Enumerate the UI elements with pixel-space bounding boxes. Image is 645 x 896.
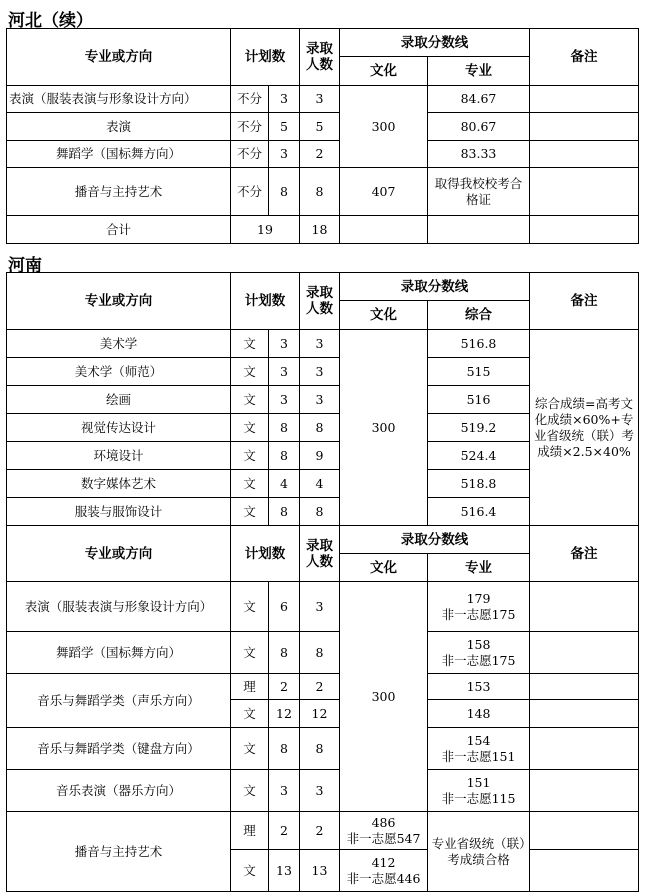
comprehensive-score: 515 <box>428 358 530 386</box>
subject-type: 文 <box>231 700 269 728</box>
score-main: 412 <box>371 854 396 870</box>
subject-type: 不分 <box>231 113 269 141</box>
professional-score <box>428 632 530 674</box>
table-row <box>7 113 639 141</box>
subject-type: 文 <box>231 582 269 632</box>
comprehensive-score: 519.2 <box>428 414 530 442</box>
major-name: 数字媒体艺术 <box>7 470 231 498</box>
header-culture: 文化 <box>340 301 428 330</box>
total-admit: 18 <box>300 216 340 244</box>
remark-cell <box>530 141 639 168</box>
score-secondary: 非一志愿175 <box>441 652 516 668</box>
subject-type: 文 <box>231 358 269 386</box>
professional-score: 取得我校校考合格证 <box>428 168 530 216</box>
major-name: 表演（服装表演与形象设计方向） <box>7 582 231 632</box>
major-name: 表演（服装表演与形象设计方向） <box>7 86 231 113</box>
plan-count: 8 <box>269 168 300 216</box>
subject-type: 文 <box>231 770 269 812</box>
remark-cell <box>530 728 639 770</box>
subject-type: 理 <box>231 674 269 700</box>
subject-type: 文 <box>231 330 269 358</box>
table-row <box>7 582 639 632</box>
header-comprehensive: 综合 <box>428 301 530 330</box>
plan-count: 8 <box>269 632 300 674</box>
culture-score <box>340 850 428 892</box>
remark-cell <box>530 850 639 892</box>
major-name: 服装与服饰设计 <box>7 498 231 526</box>
major-name: 环境设计 <box>7 442 231 470</box>
professional-score: 83.33 <box>428 141 530 168</box>
table-row <box>7 141 639 168</box>
subject-type: 文 <box>231 728 269 770</box>
score-main: 179 <box>466 590 491 606</box>
major-name: 音乐与舞蹈学类（键盘方向） <box>7 728 231 770</box>
major-name: 舞蹈学（国标舞方向） <box>7 632 231 674</box>
plan-count: 3 <box>269 86 300 113</box>
subject-type: 文 <box>231 850 269 892</box>
admit-count: 4 <box>300 470 340 498</box>
subject-type: 理 <box>231 812 269 850</box>
culture-score: 300 <box>340 86 428 168</box>
total-label: 合计 <box>7 216 231 244</box>
table-row <box>7 674 639 700</box>
score-secondary: 非一志愿175 <box>441 606 516 622</box>
plan-count: 3 <box>269 770 300 812</box>
header-admit: 录取人数 <box>300 273 340 330</box>
subject-type: 文 <box>231 632 269 674</box>
subject-type: 文 <box>231 470 269 498</box>
header-culture: 文化 <box>340 554 428 582</box>
score-secondary: 非一志愿151 <box>441 748 516 764</box>
remark-cell <box>530 216 639 244</box>
professional-score: 148 <box>428 700 530 728</box>
comprehensive-score: 518.8 <box>428 470 530 498</box>
score-secondary: 非一志愿547 <box>346 830 421 846</box>
major-name: 美术学（师范） <box>7 358 231 386</box>
major-name: 音乐表演（器乐方向） <box>7 770 231 812</box>
subject-type: 文 <box>231 442 269 470</box>
admit-count: 3 <box>300 86 340 113</box>
admit-count: 3 <box>300 330 340 358</box>
professional-score: 专业省级统（联）考成绩合格 <box>428 812 530 892</box>
table-row <box>7 168 639 216</box>
plan-count: 8 <box>269 728 300 770</box>
header-remark: 备注 <box>530 526 639 582</box>
major-name: 表演 <box>7 113 231 141</box>
major-name: 视觉传达设计 <box>7 414 231 442</box>
remark-cell <box>530 812 639 850</box>
header-professional: 专业 <box>428 57 530 86</box>
plan-count: 8 <box>269 498 300 526</box>
admit-count: 9 <box>300 442 340 470</box>
henan-table <box>6 272 639 892</box>
admit-count: 2 <box>300 812 340 850</box>
remark-cell <box>530 674 639 700</box>
remark-cell <box>530 168 639 216</box>
major-name: 音乐与舞蹈学类（声乐方向） <box>7 674 231 728</box>
major-name: 播音与主持艺术 <box>7 812 231 892</box>
culture-score: 300 <box>340 582 428 812</box>
admit-count: 8 <box>300 414 340 442</box>
culture-score <box>340 216 428 244</box>
header-remark: 备注 <box>530 29 639 86</box>
subject-type: 文 <box>231 386 269 414</box>
table-row <box>7 330 639 358</box>
total-plan: 19 <box>231 216 300 244</box>
header-plan: 计划数 <box>231 526 300 582</box>
score-main: 486 <box>371 814 396 830</box>
comprehensive-score: 516 <box>428 386 530 414</box>
plan-count: 4 <box>269 470 300 498</box>
remark-cell: 综合成绩=高考文化成绩×60%+专业省级统（联）考成绩×2.5×40% <box>530 330 639 526</box>
plan-count: 12 <box>269 700 300 728</box>
admit-count: 3 <box>300 358 340 386</box>
professional-score <box>428 216 530 244</box>
remark-cell <box>530 86 639 113</box>
plan-count: 6 <box>269 582 300 632</box>
header-remark: 备注 <box>530 273 639 330</box>
professional-score <box>428 728 530 770</box>
comprehensive-score: 524.4 <box>428 442 530 470</box>
admit-count: 8 <box>300 728 340 770</box>
header-score-line: 录取分数线 <box>340 29 530 57</box>
plan-count: 5 <box>269 113 300 141</box>
major-name: 播音与主持艺术 <box>7 168 231 216</box>
admit-count: 2 <box>300 674 340 700</box>
score-secondary: 非一志愿446 <box>346 870 421 886</box>
admit-count: 8 <box>300 498 340 526</box>
header-plan: 计划数 <box>231 29 300 86</box>
plan-count: 3 <box>269 141 300 168</box>
subject-type: 不分 <box>231 141 269 168</box>
professional-score <box>428 582 530 632</box>
score-main: 151 <box>466 774 491 790</box>
professional-score <box>428 770 530 812</box>
culture-score: 300 <box>340 330 428 526</box>
header-admit: 录取人数 <box>300 526 340 582</box>
table-row <box>7 86 639 113</box>
subject-type: 不分 <box>231 86 269 113</box>
table-row <box>7 728 639 770</box>
table-row <box>7 770 639 812</box>
plan-count: 2 <box>269 674 300 700</box>
header-score-line: 录取分数线 <box>340 526 530 554</box>
plan-count: 13 <box>269 850 300 892</box>
header-professional: 专业 <box>428 554 530 582</box>
section-title-henan: 河南 <box>8 256 42 276</box>
header-major: 专业或方向 <box>7 526 231 582</box>
plan-count: 3 <box>269 330 300 358</box>
header-major: 专业或方向 <box>7 29 231 86</box>
culture-score: 407 <box>340 168 428 216</box>
subject-type: 文 <box>231 498 269 526</box>
plan-count: 3 <box>269 358 300 386</box>
plan-count: 2 <box>269 812 300 850</box>
header-score-line: 录取分数线 <box>340 273 530 301</box>
section-title-hebei: 河北（续） <box>8 11 93 31</box>
admit-count: 2 <box>300 141 340 168</box>
remark-cell <box>530 770 639 812</box>
professional-score: 84.67 <box>428 86 530 113</box>
remark-cell <box>530 632 639 674</box>
subject-type: 不分 <box>231 168 269 216</box>
subject-type: 文 <box>231 414 269 442</box>
remark-cell <box>530 582 639 632</box>
header-culture: 文化 <box>340 57 428 86</box>
total-row <box>7 216 639 244</box>
comprehensive-score: 516.8 <box>428 330 530 358</box>
plan-count: 8 <box>269 442 300 470</box>
admit-count: 5 <box>300 113 340 141</box>
comprehensive-score: 516.4 <box>428 498 530 526</box>
admit-count: 3 <box>300 770 340 812</box>
admit-count: 13 <box>300 850 340 892</box>
major-name: 舞蹈学（国标舞方向） <box>7 141 231 168</box>
admit-count: 3 <box>300 582 340 632</box>
plan-count: 8 <box>269 414 300 442</box>
major-name: 美术学 <box>7 330 231 358</box>
header-major: 专业或方向 <box>7 273 231 330</box>
admit-count: 12 <box>300 700 340 728</box>
table-row <box>7 812 639 850</box>
admit-count: 3 <box>300 386 340 414</box>
header-admit: 录取人数 <box>300 29 340 86</box>
professional-score: 80.67 <box>428 113 530 141</box>
score-main: 158 <box>466 636 491 652</box>
major-name: 绘画 <box>7 386 231 414</box>
score-main: 154 <box>466 732 491 748</box>
admit-count: 8 <box>300 632 340 674</box>
admit-count: 8 <box>300 168 340 216</box>
hebei-table <box>6 28 639 244</box>
table-row <box>7 632 639 674</box>
remark-cell <box>530 700 639 728</box>
score-secondary: 非一志愿115 <box>441 790 516 806</box>
plan-count: 3 <box>269 386 300 414</box>
header-plan: 计划数 <box>231 273 300 330</box>
remark-cell <box>530 113 639 141</box>
professional-score: 153 <box>428 674 530 700</box>
culture-score <box>340 812 428 850</box>
